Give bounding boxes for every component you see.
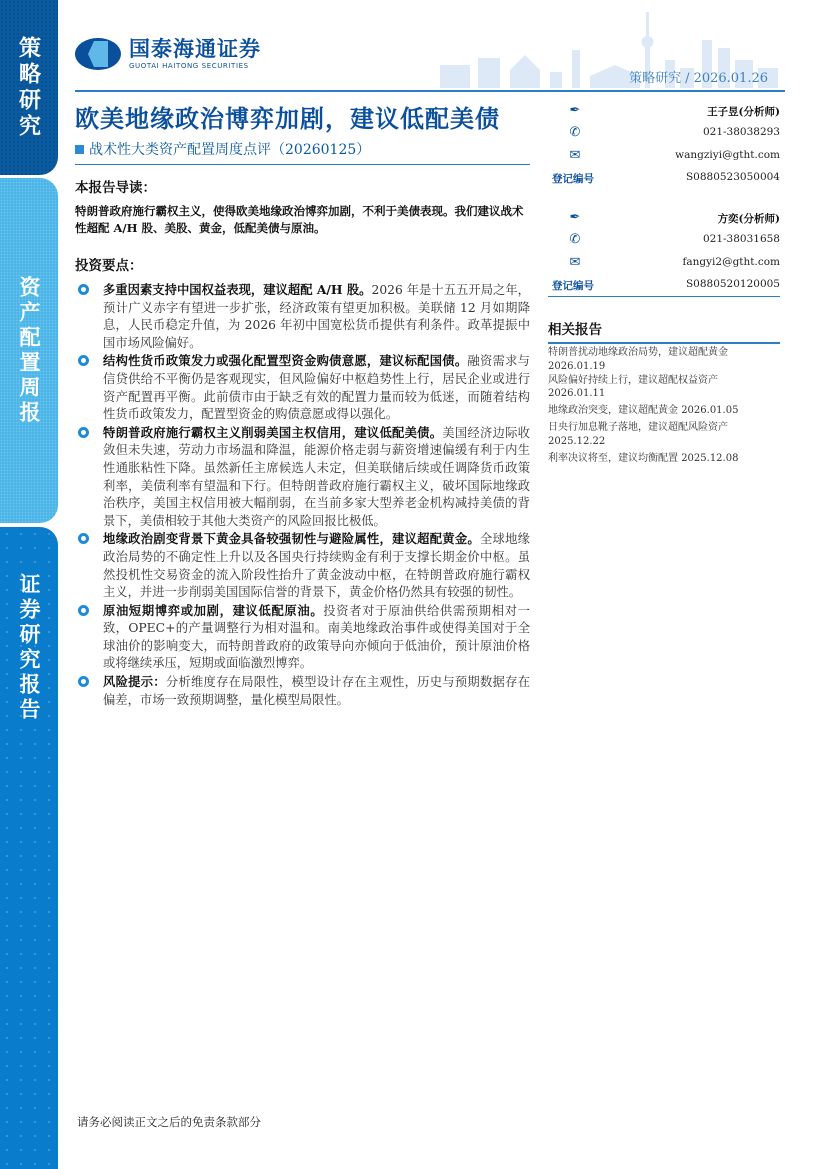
point-lead: 原油短期博弈或加剧，建议低配原油。 <box>103 602 324 618</box>
related-report-title: 特朗普扰动地缘政治局势，建议超配黄金 <box>548 347 728 358</box>
related-report-title: 地缘政治突变，建议超配黄金 <box>548 405 678 417</box>
logo-english-name: GUOTAI HAITONG SECURITIES <box>129 62 249 70</box>
related-report-title: 利率决议将至，建议均衡配置 <box>548 452 678 464</box>
related-report-title: 日央行加息靴子落地，建议超配风险资产 <box>548 421 728 433</box>
disclaimer-note: 请务必阅读正文之后的免责条款部分 <box>77 1115 261 1129</box>
risk-warning-point <box>75 673 530 709</box>
ring-bullet-icon <box>78 605 89 616</box>
analyst-email-link[interactable]: fangyi2@gtht.com <box>682 256 780 268</box>
point-body: 分析维度存在局限性，模型设计存在主观性，历史与预期数据存在偏差，市场一致预期调整，量化模型局限性。 <box>103 675 530 707</box>
logo-mark-icon <box>75 38 121 70</box>
ring-bullet-icon <box>78 284 89 295</box>
related-report-link[interactable] <box>548 346 780 374</box>
related-report-title: 风险偏好持续上行，建议超配权益资产 <box>548 374 718 386</box>
related-report-link[interactable] <box>548 374 780 402</box>
investment-point <box>75 602 530 673</box>
intro-heading: 本报告导读： <box>75 180 156 196</box>
pen-icon: ✒ <box>569 210 581 225</box>
related-report-date: 2025.12.08 <box>681 452 739 464</box>
separator: / <box>685 71 690 86</box>
related-report-date: 2026.01.11 <box>548 388 606 400</box>
sidebar-tab-label: 策略研究 <box>15 35 42 140</box>
title-divider <box>75 164 530 165</box>
intro-text: 特朗普政府施行霸权主义，使得欧美地缘政治博弈加剧，不利于美债表现。我们建议战术性超配 A/H 股、美股、黄金，低配美债与原油。 <box>75 204 524 235</box>
sidebar-tab-securities-research-report <box>0 527 58 1169</box>
analyst-card <box>550 104 780 184</box>
point-body: 2026 年是十五五开局之年，预计广义赤字有望进一步扩张，经济政策有望更加积极。美联储 12 月如期降息，人民币稳定升值，为 2026 年初中国宽松货币提供有利条件。政革提振中国市场风险偏好。 <box>103 283 530 350</box>
investment-point <box>75 424 530 531</box>
ring-bullet-icon <box>78 427 89 438</box>
analyst-phone: 021-38038293 <box>702 126 780 138</box>
analyst-name: 王子昱(分析师) <box>707 106 780 118</box>
registration-label: 登记编号 <box>552 280 594 292</box>
phone-icon: ✆ <box>569 232 581 247</box>
point-body: 投资者对于原油供给供需预期相对一致，OPEC+的产量调整行为相对温和。南美地缘政治事件或使得美国对于全球油价的影响变大，而特朗普政府的政策导向亦倾向于低油价，预计原油价格或将继续承压，短期或面临激烈博弈。 <box>103 603 530 671</box>
report-subtitle <box>75 139 370 159</box>
related-report-date: 2026.01.19 <box>548 360 606 372</box>
related-reports <box>548 318 780 465</box>
point-lead: 风险提示： <box>103 674 166 690</box>
email-icon: ✉ <box>569 148 581 163</box>
main-content <box>75 176 530 709</box>
investment-point <box>75 530 530 601</box>
sidebar-tab-label: 资产配置周报 <box>17 275 42 426</box>
point-body: 全球地缘政治局势的不确定性上升以及各国央行持续购金有利于支撑长期金价中枢。虽然投机性交易资金的流入阶段性抬升了黄金波动中枢，在特朗普政府施行霸权主义，并进一步削弱美国国际信誉的背景下，黄金价格仍然具有较强的韧性。 <box>103 532 530 600</box>
report-title: 欧美地缘政治博弈加剧，建议低配美债 <box>75 104 500 133</box>
report-category: 策略研究 <box>629 71 682 86</box>
analyst-phone: 021-38031658 <box>702 233 780 245</box>
logo-chinese-name: 国泰海通证券 <box>129 37 261 61</box>
company-logo <box>75 38 261 70</box>
sidebar-tab-strategy-research <box>0 0 58 175</box>
points-heading: 投资要点： <box>75 258 143 274</box>
investment-point <box>75 352 530 423</box>
header-divider <box>75 90 785 92</box>
point-body: 融资需求与信贷供给不平衡仍是客观现实，但风险偏好中枢趋势性上行，居民企业或进行资产配置再平衡。此前债市由于缺乏有效的配置力量而较为低迷，而随着结构性货币政策发力，配置型资金的购债意愿或得以强化。 <box>103 354 530 422</box>
ring-bullet-icon <box>78 533 89 544</box>
analyst-email-link[interactable]: wangziyi@gtht.com <box>675 149 780 161</box>
point-lead: 多重因素支持中国权益表现，建议超配 A/H 股。 <box>103 282 372 297</box>
square-bullet-icon <box>75 145 84 154</box>
email-icon: ✉ <box>569 255 581 270</box>
report-date: 2026.01.26 <box>693 71 768 86</box>
ring-bullet-icon <box>78 355 89 366</box>
point-lead: 地缘政治剧变背景下黄金具备较强韧性与避险属性，建议超配黄金。 <box>103 531 480 547</box>
analyst-divider <box>548 296 780 297</box>
pen-icon: ✒ <box>569 103 581 118</box>
registration-number: S0880520120005 <box>685 278 780 290</box>
point-body: 美国经济边际收敛但未失速，劳动力市场温和降温，能源价格走弱与薪资增速偏缓有利于内生性通胀粘性下降。虽然新任主席候选人未定，但美联储后续或任调降货币政策利率，美债利率有望温和下行。但特朗普政府施行霸权主义，破坏国际地缘政治秩序，美国主权信用被大幅削弱，在当前多家大型养老金机构减持美债的背景下，美债相较于其他大类资产的风险回报比极低。 <box>103 425 530 528</box>
related-report-link[interactable] <box>548 421 780 449</box>
report-subtitle-text: 战术性大类资产配置周度点评（20260125） <box>89 142 371 158</box>
investment-points-list <box>75 281 530 709</box>
phone-icon: ✆ <box>569 125 581 140</box>
related-report-date: 2025.12.22 <box>548 435 606 447</box>
analyst-name: 方奕(分析师) <box>717 213 780 225</box>
related-report-link[interactable] <box>548 452 780 466</box>
related-report-link[interactable] <box>548 404 780 418</box>
sidebar-tab-label: 证券研究报告 <box>17 573 42 723</box>
registration-number: S0880523050004 <box>685 171 780 183</box>
sidebar-tab-asset-allocation-weekly <box>0 178 58 523</box>
registration-label: 登记编号 <box>552 173 594 185</box>
report-category-date <box>629 67 768 86</box>
ring-bullet-icon <box>78 676 89 687</box>
investment-point <box>75 281 530 352</box>
related-report-date: 2026.01.05 <box>681 405 739 417</box>
analyst-card <box>550 211 780 291</box>
related-reports-heading: 相关报告 <box>548 318 780 344</box>
point-lead: 结构性货币政策发力或强化配置型资金购债意愿，建议标配国债。 <box>103 353 468 369</box>
point-lead: 特朗普政府施行霸权主义削弱美国主权信用，建议低配美债。 <box>103 424 443 440</box>
